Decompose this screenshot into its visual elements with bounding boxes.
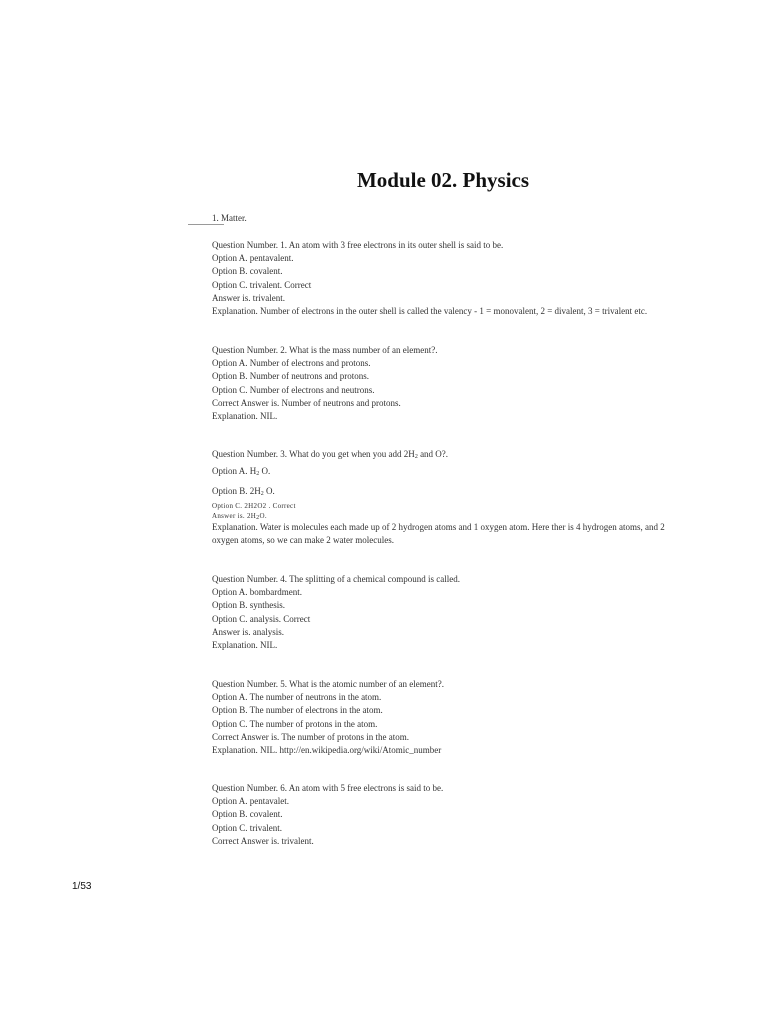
question-text: Question Number. 6. An atom with 5 free electrons is said to be. (212, 783, 444, 793)
option-text-part: Option A. H (212, 466, 257, 476)
answer-text: Correct Answer is. The number of protons in the atom. (212, 731, 410, 742)
question-block-5 (212, 678, 692, 757)
option-text-part: O. (259, 466, 271, 476)
explanation-text: Explanation. NIL. (212, 640, 278, 651)
option-a: Option A. The number of neutrons in the atom. (212, 692, 382, 703)
section-heading: 1. Matter. (212, 213, 247, 223)
option-c: Option C. analysis. Correct (212, 613, 311, 624)
option-b: Option B. The number of electrons in the atom. (212, 705, 383, 716)
option-b: Option B. Number of neutrons and protons. (212, 371, 369, 382)
option-b: Option B. covalent. (212, 266, 283, 277)
option-c: Option C. trivalent. (212, 822, 282, 833)
question-block-4 (212, 573, 692, 652)
explanation-link-text: Explanation. NIL. http://en.wikipedia.org/wiki/Atomic_number (212, 745, 442, 756)
question-text-3 (212, 449, 448, 460)
answer-text: Answer is. analysis. (212, 626, 284, 637)
option-b: Option B. covalent. (212, 809, 283, 820)
option-b-3 (212, 486, 275, 497)
answer-text: Correct Answer is. trivalent. (212, 835, 314, 846)
question-block-2 (212, 344, 692, 423)
document-title: Module 02. Physics (356, 168, 530, 192)
subscript: 2 (256, 471, 260, 477)
page-number: 1/53 (72, 881, 92, 892)
answer-text-part: O. (259, 512, 267, 520)
question-text: Question Number. 2. What is the mass number of an element?. (212, 345, 438, 355)
document-title-container (0, 168, 768, 193)
question-text: Question Number. 1. An atom with 3 free electrons in its outer shell is said to be. (212, 240, 504, 250)
option-a-3 (212, 466, 270, 477)
option-text-part: Option B. 2H (212, 486, 261, 496)
explanation-text: Explanation. Number of electrons in the outer shell is called the valency - 1 = monovalent, 2 = divalent, 3 = trivalent etc. (212, 306, 648, 317)
option-c: Option C. The number of protons in the atom. (212, 718, 378, 729)
option-c: Option C. trivalent. Correct (212, 279, 312, 290)
question-text-part: Question Number. 3. What do you get when you add 2H (212, 449, 415, 459)
section-divider (188, 224, 224, 225)
answer-text-3 (212, 512, 267, 521)
option-a: Option A. pentavalet. (212, 796, 289, 807)
question-text: Question Number. 5. What is the atomic number of an element?. (212, 679, 445, 689)
subscript: 2 (260, 491, 264, 497)
option-b: Option B. synthesis. (212, 600, 286, 611)
answer-text-part: Answer is. 2H (212, 512, 257, 520)
subscript: 2 (256, 515, 260, 521)
subscript: 2 (414, 454, 418, 460)
answer-text: Answer is. trivalent. (212, 292, 285, 303)
option-c: Option C. Number of electrons and neutrons. (212, 384, 375, 395)
explanation-text-3: Explanation. Water is molecules each made up of 2 hydrogen atoms and 1 oxygen atom. Here ther is 4 hydrogen atoms, and 2 oxygen atoms, so we can make 2 water molecules. (212, 522, 665, 546)
option-c-3: Option C. 2H2O2 . Correct (212, 502, 296, 510)
question-block-1 (212, 239, 692, 318)
question-block-6 (212, 782, 692, 848)
question-text: Question Number. 4. The splitting of a chemical compound is called. (212, 574, 461, 584)
option-a: Option A. bombardment. (212, 587, 302, 598)
explanation-text: Explanation. NIL. (212, 411, 278, 422)
answer-text: Correct Answer is. Number of neutrons and protons. (212, 397, 401, 408)
option-a: Option A. pentavalent. (212, 253, 294, 264)
option-text-part: O. (263, 486, 275, 496)
option-a: Option A. Number of electrons and protons. (212, 358, 371, 369)
question-text-part: and O?. (417, 449, 449, 459)
